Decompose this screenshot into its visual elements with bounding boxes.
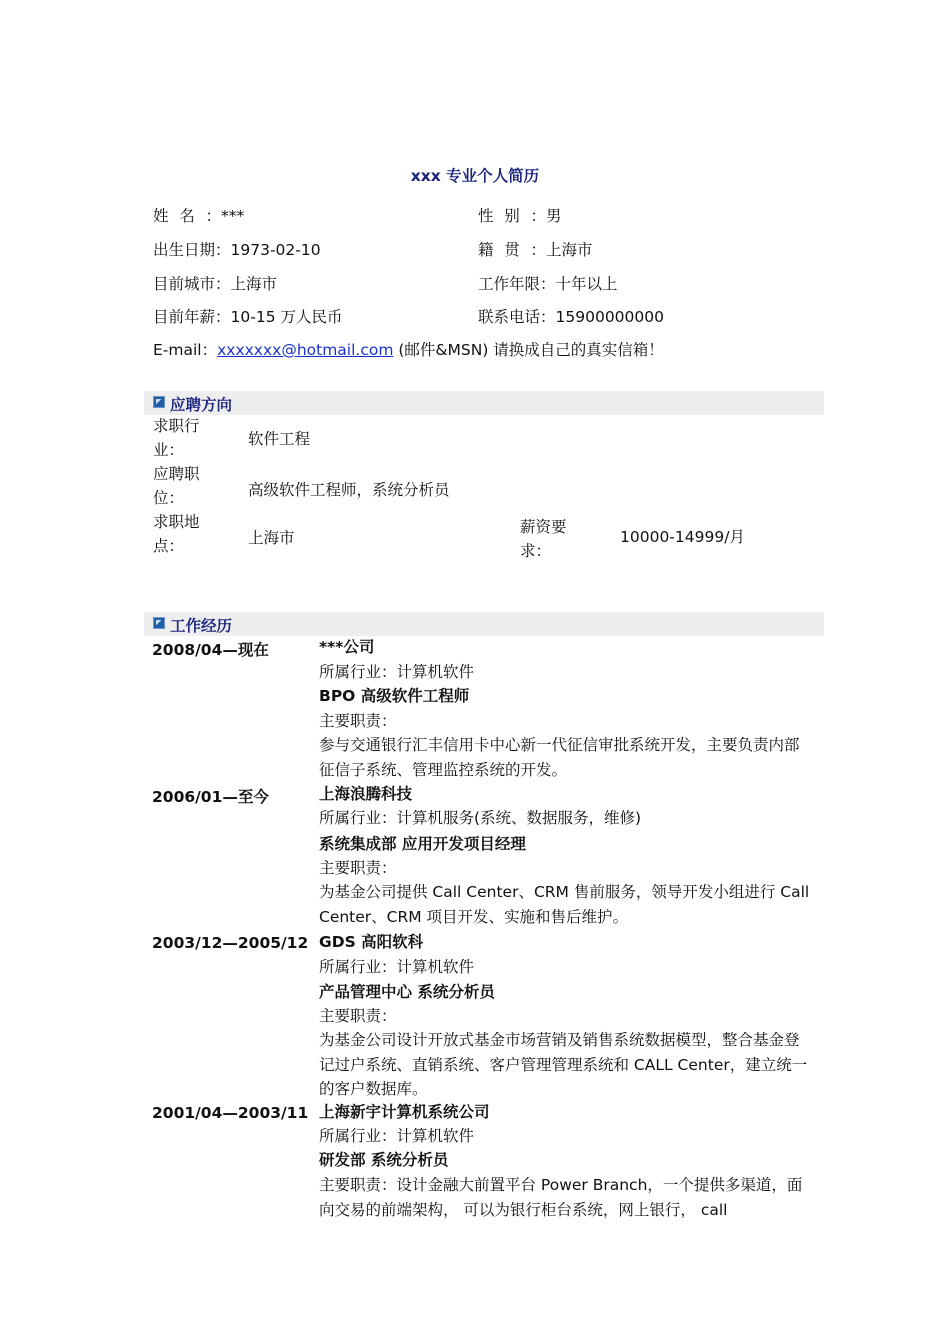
experience-role: 研发部 系统分析员 [319,1151,449,1169]
section-header-job-intention [144,391,824,415]
experience-role: BPO 高级软件工程师 [319,687,470,705]
experience-industry: 所属行业：计算机软件 [319,958,475,976]
experience-role: 系统集成部 应用开发项目经理 [319,835,526,853]
location-value: 上海市 [248,529,295,547]
years-value: 十年以上 [555,275,618,293]
salary-value: 10-15 万人民币 [230,308,343,326]
salary-label: 目前年薪： [153,308,231,326]
experience-industry: 所属行业：计算机软件 [319,663,475,681]
experience-duty: 为基金公司提供 Call Center、CRM 售前服务，领导开发小组进行 Call Center、CRM 项目开发、实施和售后维护。 [319,883,810,926]
experience-duty: 主要职责：设计金融大前置平台 Power Branch，一个提供多渠道，面向交易的前端架构， 可以为银行柜台系统，网上银行， call [319,1176,803,1219]
name-field [153,204,244,226]
city-label: 目前城市： [153,275,231,293]
city-field [153,272,277,294]
industry-value: 软件工程 [248,430,311,448]
experience-industry: 所属行业：计算机软件 [319,1127,475,1145]
info-row-city-years [153,272,813,296]
experience-company: ***公司 [319,638,375,656]
expected-salary-label: 薪资要求： [520,518,567,560]
experience-company: GDS 高阳软科 [319,933,424,951]
section-title: 工作经历 [170,617,233,635]
expected-salary-value: 10000-14999/月 [620,528,745,546]
experience-duty: 为基金公司设计开放式基金市场营销及销售系统数据模型，整合基金登记过户系统、直销系统、客户管理管理系统和 CALL Center，建立统一的客户数据库。 [319,1031,808,1098]
position-value: 高级软件工程师，系统分析员 [248,481,450,499]
experience-industry: 所属行业：计算机服务(系统、数据服务，维修) [319,809,642,827]
birth-value: 1973-02-10 [230,241,321,259]
city-value: 上海市 [230,275,278,293]
name-value: *** [221,207,245,225]
phone-value: 15900000000 [555,308,664,326]
years-label: 工作年限： [478,275,556,293]
phone-field [478,305,664,327]
birth-label: 出生日期： [153,241,231,259]
info-row-birth-origin [153,238,813,262]
email-note: (邮件&MSN) 请换成自己的真实信箱！ [393,341,664,359]
position-label: 应聘职位： [153,465,200,507]
email-field [153,338,664,360]
location-label: 求职地点： [153,513,200,555]
email-label: E-mail： [153,341,218,359]
page-title: xxx 专业个人简历 [410,167,540,185]
section-image-icon [153,396,165,408]
origin-field [478,238,593,260]
experience-company: 上海浪腾科技 [319,785,413,803]
origin-value: 上海市 [546,241,593,259]
industry-label: 求职行业： [153,417,200,459]
gender-field [478,204,562,226]
section-image-icon [153,617,165,629]
experience-duty-label: 主要职责： [319,859,397,877]
gender-value: 男 [546,207,562,225]
experience-date: 2006/01—至今 [152,788,269,806]
experience-role: 产品管理中心 系统分析员 [319,983,495,1001]
years-field [478,272,618,294]
salary-field [153,305,342,327]
birth-field [153,238,321,260]
experience-date: 2003/12—2005/12 [152,934,309,952]
experience-duty: 参与交通银行汇丰信用卡中心新一代征信审批系统开发，主要负责内部征信子系统、管理监控系统的开发。 [319,736,800,779]
experience-duty-label: 主要职责： [319,1007,397,1025]
origin-label: 籍贯： [478,241,546,259]
section-header-work-experience [144,612,824,636]
experience-company: 上海新宇计算机系统公司 [319,1103,490,1121]
phone-label: 联系电话： [478,308,556,326]
experience-duty-label: 主要职责： [319,712,397,730]
email-link[interactable]: xxxxxxx@hotmail.com [217,341,394,359]
section-title: 应聘方向 [170,396,233,414]
experience-date: 2008/04—现在 [152,641,269,659]
info-row-salary-phone [153,305,813,329]
name-label: 姓名： [153,207,221,225]
gender-label: 性别： [478,207,546,225]
experience-date: 2001/04—2003/11 [152,1104,309,1122]
info-row-name-gender [153,204,813,228]
